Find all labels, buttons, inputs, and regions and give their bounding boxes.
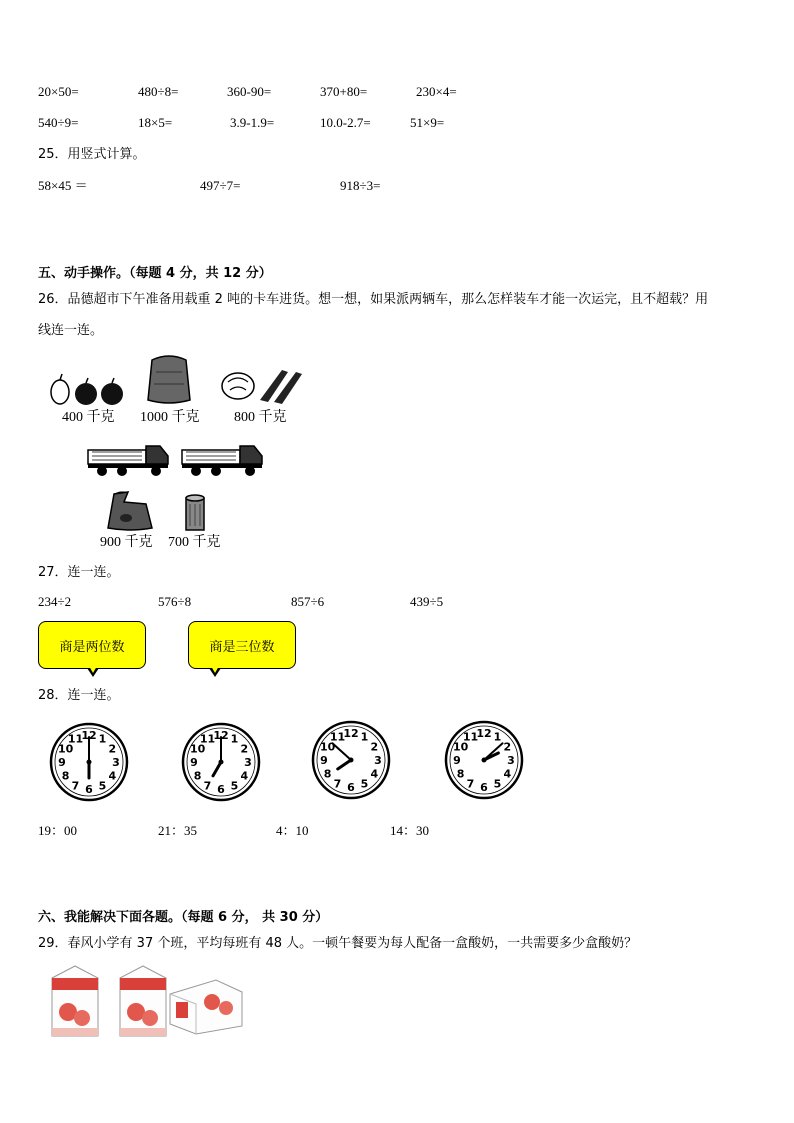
truck-icon [86, 440, 172, 478]
bubble-three-digit [188, 621, 296, 669]
clock-numeral: 3 [374, 754, 382, 767]
clock-numeral: 1 [493, 730, 502, 744]
clock-numeral: 2 [503, 740, 512, 754]
clock-numeral: 11 [67, 732, 84, 746]
question-26-text-cont: 线连一连。 [38, 323, 104, 338]
clock-icon [310, 718, 392, 802]
vertical-calc-item: 918÷3= [340, 178, 381, 193]
division-item: 857÷6 [291, 594, 325, 609]
bubble-two-digit [38, 621, 146, 669]
clock-numeral: 3 [244, 756, 252, 769]
weight-label: 800 千克 [234, 410, 287, 425]
clock-numeral: 12 [343, 727, 359, 740]
clock-numeral: 2 [108, 742, 117, 756]
rice-sack-icon [146, 352, 192, 406]
clock-numeral: 4 [240, 769, 249, 783]
calc-item: 10.0-2.7= [320, 115, 371, 130]
yogurt-box-icon [46, 964, 104, 1040]
clock-numeral: 6 [85, 783, 93, 796]
clock-icon [443, 718, 525, 802]
question-28-title: 28．连一连。 [38, 688, 120, 703]
division-item: 576÷8 [158, 594, 192, 609]
clock-icon [180, 720, 262, 804]
question-26-text: 26．品德超市下午准备用载重 2 吨的卡车进货。想一想，如果派两辆车，那么怎样装车才能一次运完，且不超载？用 [38, 292, 709, 307]
calc-item: 370+80= [320, 84, 368, 99]
calc-item: 18×5= [138, 115, 173, 130]
clock-numeral: 10 [319, 740, 336, 754]
clock-numeral: 1 [230, 732, 239, 746]
time-label: 19：00 [38, 823, 78, 838]
vertical-calc-item: 58×45 ＝ [38, 178, 88, 193]
clock-numeral: 1 [98, 732, 107, 746]
clock-numeral: 9 [320, 754, 328, 767]
clock-numeral: 11 [329, 730, 346, 744]
clock-numeral: 10 [57, 742, 74, 756]
weight-label: 700 千克 [168, 535, 221, 550]
clock-numeral: 9 [58, 756, 66, 769]
clock-numeral: 4 [108, 769, 117, 783]
clock-numeral: 5 [98, 779, 107, 793]
clock-numeral: 7 [203, 779, 212, 793]
clock-numeral: 11 [462, 730, 479, 744]
bubble-label: 商是三位数 [209, 639, 275, 655]
clock-numeral: 8 [323, 767, 332, 781]
weight-label: 900 千克 [100, 535, 153, 550]
time-label: 21：35 [158, 823, 198, 838]
clock-icon [48, 720, 130, 804]
clock-numeral: 4 [503, 767, 512, 781]
clock-numeral: 8 [456, 767, 465, 781]
section-6-heading: 六、我能解决下面各题。（每题 6 分， 共 30 分） [38, 910, 329, 925]
fruit-icon [46, 370, 126, 408]
division-item: 439÷5 [410, 594, 444, 609]
clock-numeral: 4 [370, 767, 379, 781]
vertical-calc-item: 497÷7= [200, 178, 241, 193]
clock-numeral: 5 [360, 777, 369, 791]
can-icon [184, 494, 206, 532]
clock-numeral: 7 [71, 779, 80, 793]
clock-numeral: 2 [370, 740, 379, 754]
clock-numeral: 6 [217, 783, 225, 796]
section-5-heading: 五、动手操作。（每题 4 分，共 12 分） [38, 266, 272, 281]
calc-item: 20×50= [38, 84, 79, 99]
yogurt-box-icon [114, 964, 172, 1040]
truck-icon [180, 440, 266, 478]
clock-numeral: 12 [476, 727, 492, 740]
question-27-title: 27．连一连。 [38, 565, 120, 580]
calc-item: 480÷8= [138, 84, 179, 99]
weight-label: 400 千克 [62, 410, 115, 425]
clock-numeral: 2 [240, 742, 249, 756]
clock-numeral: 5 [493, 777, 502, 791]
clock-numeral: 9 [190, 756, 198, 769]
clock-numeral: 12 [81, 729, 97, 742]
calc-item: 3.9-1.9= [230, 115, 275, 130]
clock-numeral: 5 [230, 779, 239, 793]
clock-numeral: 3 [507, 754, 515, 767]
weight-label: 1000 千克 [140, 410, 200, 425]
time-label: 4：10 [276, 823, 309, 838]
clock-numeral: 3 [112, 756, 120, 769]
division-item: 234÷2 [38, 594, 72, 609]
clock-numeral: 10 [189, 742, 206, 756]
clock-numeral: 8 [193, 769, 202, 783]
question-25-title: 25．用竖式计算。 [38, 147, 146, 162]
clock-numeral: 6 [480, 781, 488, 794]
clock-numeral: 12 [213, 729, 229, 742]
calc-item: 360-90= [227, 84, 272, 99]
clock-numeral: 11 [199, 732, 216, 746]
clock-numeral: 7 [466, 777, 475, 791]
vegetables-icon [220, 364, 304, 404]
time-label: 14：30 [390, 823, 430, 838]
calc-item: 230×4= [416, 84, 457, 99]
calc-item: 51×9= [410, 115, 445, 130]
clock-numeral: 8 [61, 769, 70, 783]
clock-numeral: 1 [360, 730, 369, 744]
clock-numeral: 7 [333, 777, 342, 791]
clock-numeral: 9 [453, 754, 461, 767]
clock-numeral: 6 [347, 781, 355, 794]
calc-item: 540÷9= [38, 115, 79, 130]
question-29-text: 29．春风小学有 37 个班，平均每班有 48 人。一顿午餐要为每人配备一盒酸奶，一共需要多少盒酸奶？ [38, 936, 638, 951]
bubble-label: 商是两位数 [59, 639, 125, 655]
yogurt-box-icon [166, 974, 244, 1036]
clock-numeral: 10 [452, 740, 469, 754]
flour-bag-icon [106, 490, 154, 532]
